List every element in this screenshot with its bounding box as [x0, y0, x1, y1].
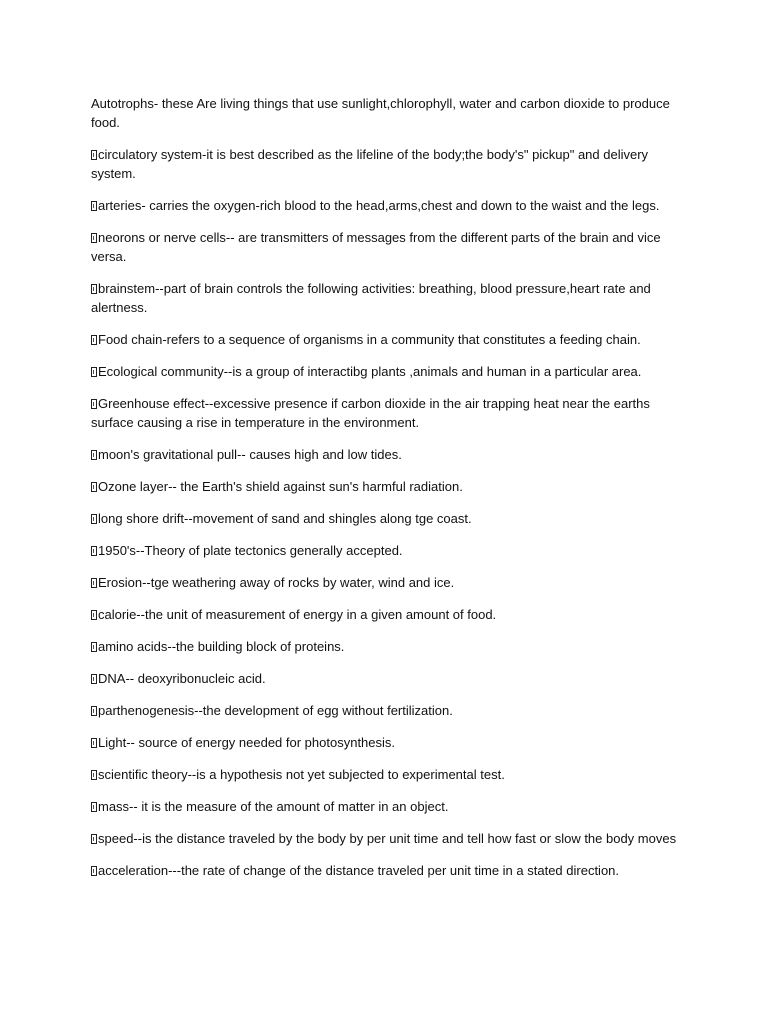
- term-paragraph: [91, 394, 691, 432]
- term-text: long shore drift--movement of sand and shingles along tge coast.: [98, 511, 472, 526]
- term-text: Food chain-refers to a sequence of organisms in a community that constitutes a feeding chain.: [98, 332, 641, 347]
- missing-glyph-icon: [91, 738, 97, 748]
- term-paragraph: [91, 637, 691, 656]
- document-body: [91, 94, 691, 893]
- term-paragraph: [91, 145, 691, 183]
- term-text: parthenogenesis--the development of egg without fertilization.: [98, 703, 453, 718]
- missing-glyph-icon: [91, 284, 97, 294]
- term-paragraph: [91, 541, 691, 560]
- term-paragraph: [91, 477, 691, 496]
- missing-glyph-icon: [91, 546, 97, 556]
- missing-glyph-icon: [91, 674, 97, 684]
- term-text: Greenhouse effect--excessive presence if carbon dioxide in the air trapping heat near the earths surface causing a rise in temperature in the environment.: [91, 396, 650, 430]
- term-text: neorons or nerve cells-- are transmitters of messages from the different parts of the brain and vice versa.: [91, 230, 661, 264]
- term-text: Ozone layer-- the Earth's shield against sun's harmful radiation.: [98, 479, 463, 494]
- term-text: Light-- source of energy needed for photosynthesis.: [98, 735, 396, 750]
- missing-glyph-icon: [91, 578, 97, 588]
- term-text: circulatory system-it is best described as the lifeline of the body;the body's" pickup" and delivery system.: [91, 147, 649, 181]
- intro-paragraph: Autotrophs- these Are living things that use sunlight,chlorophyll, water and carbon dioxide to produce food.: [91, 96, 670, 130]
- term-text: moon's gravitational pull-- causes high and low tides.: [98, 447, 402, 462]
- missing-glyph-icon: [91, 335, 97, 345]
- missing-glyph-icon: [91, 642, 97, 652]
- missing-glyph-icon: [91, 514, 97, 524]
- term-text: arteries- carries the oxygen-rich blood to the head,arms,chest and down to the waist and the legs.: [98, 198, 660, 213]
- term-paragraph: [91, 797, 691, 816]
- term-text: brainstem--part of brain controls the following activities: breathing, blood pressure,heart rate and alertness.: [91, 281, 651, 315]
- term-paragraph: [91, 861, 691, 880]
- term-paragraph: [91, 279, 691, 317]
- term-text: speed--is the distance traveled by the body by per unit time and tell how fast or slow the body moves: [98, 831, 677, 846]
- term-text: calorie--the unit of measurement of energy in a given amount of food.: [98, 607, 497, 622]
- term-paragraph: [91, 733, 691, 752]
- term-text: Erosion--tge weathering away of rocks by water, wind and ice.: [98, 575, 455, 590]
- term-paragraph: [91, 196, 691, 215]
- term-paragraph: [91, 228, 691, 266]
- missing-glyph-icon: [91, 834, 97, 844]
- term-paragraph: [91, 362, 691, 381]
- term-paragraph: [91, 765, 691, 784]
- missing-glyph-icon: [91, 450, 97, 460]
- missing-glyph-icon: [91, 706, 97, 716]
- missing-glyph-icon: [91, 770, 97, 780]
- term-paragraph: [91, 829, 691, 848]
- term-paragraph: [91, 445, 691, 464]
- missing-glyph-icon: [91, 482, 97, 492]
- missing-glyph-icon: [91, 866, 97, 876]
- term-text: scientific theory--is a hypothesis not yet subjected to experimental test.: [98, 767, 505, 782]
- term-paragraph: [91, 701, 691, 720]
- term-text: Ecological community--is a group of interactibg plants ,animals and human in a particular area.: [98, 364, 642, 379]
- missing-glyph-icon: [91, 399, 97, 409]
- term-text: mass-- it is the measure of the amount of matter in an object.: [98, 799, 449, 814]
- term-paragraph: [91, 605, 691, 624]
- term-paragraph: [91, 669, 691, 688]
- term-text: DNA-- deoxyribonucleic acid.: [98, 671, 266, 686]
- term-paragraph: [91, 330, 691, 349]
- missing-glyph-icon: [91, 201, 97, 211]
- missing-glyph-icon: [91, 802, 97, 812]
- missing-glyph-icon: [91, 610, 97, 620]
- term-text: amino acids--the building block of proteins.: [98, 639, 345, 654]
- missing-glyph-icon: [91, 233, 97, 243]
- term-paragraph: [91, 573, 691, 592]
- missing-glyph-icon: [91, 367, 97, 377]
- missing-glyph-icon: [91, 150, 97, 160]
- term-text: acceleration---the rate of change of the distance traveled per unit time in a stated direction.: [98, 863, 620, 878]
- term-paragraph: [91, 509, 691, 528]
- term-text: 1950's--Theory of plate tectonics generally accepted.: [98, 543, 403, 558]
